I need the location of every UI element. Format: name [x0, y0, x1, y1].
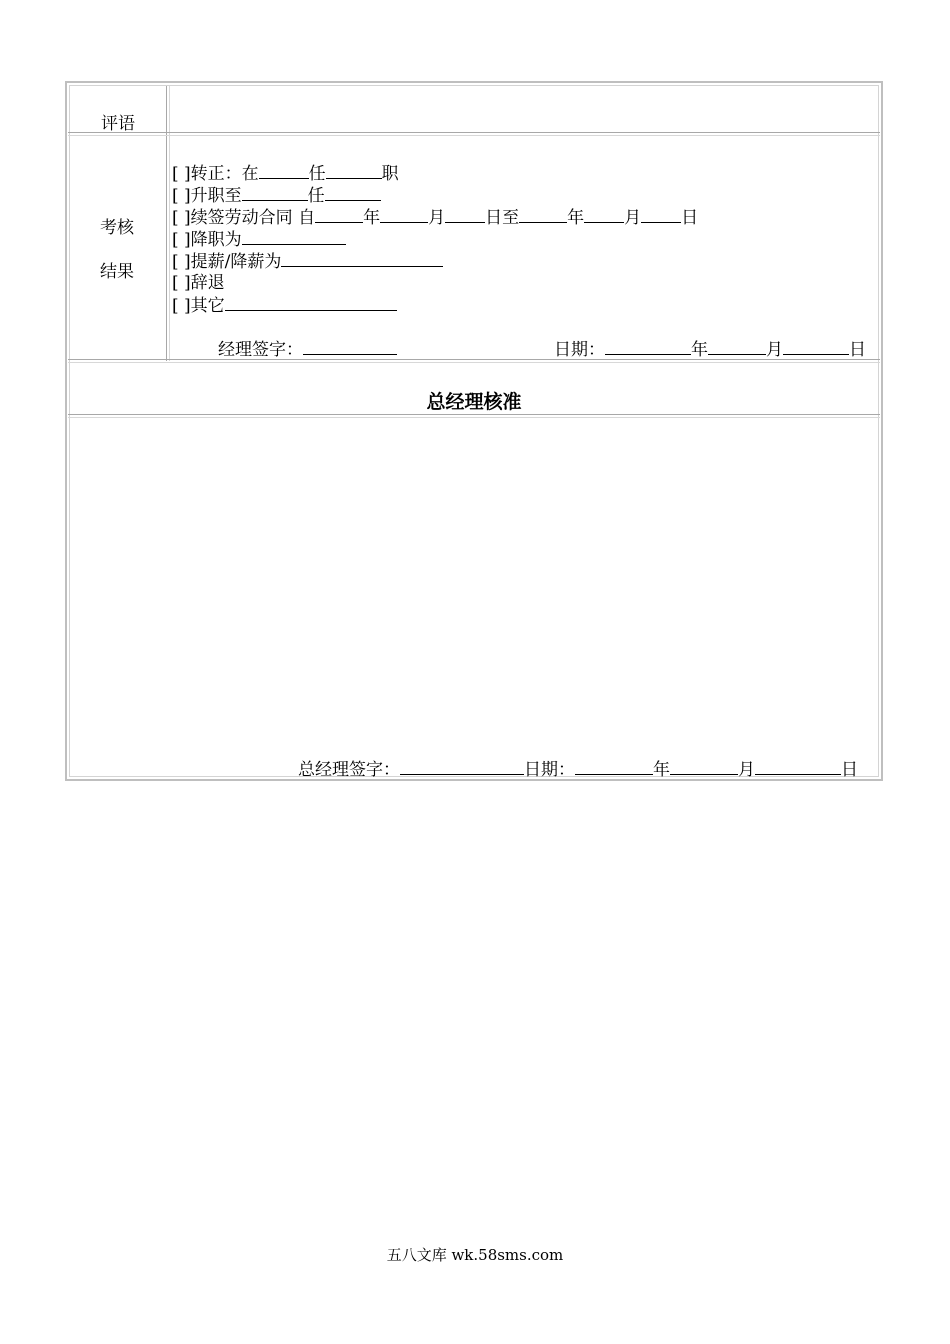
manager-month: 月: [766, 340, 783, 360]
checkbox-bracket[interactable]: [ ]: [172, 186, 191, 206]
blank-field[interactable]: [575, 759, 653, 775]
option-dismiss-text: 辞退: [190, 273, 225, 293]
label-column-divider: [166, 86, 170, 361]
blank-field[interactable]: [242, 185, 308, 201]
option-other-text: 其它: [190, 296, 225, 316]
gm-year: 年: [653, 760, 670, 780]
renew-year2: 年: [567, 208, 585, 228]
checkbox-bracket[interactable]: [ ]: [172, 273, 191, 293]
gm-date-label: 日期：: [524, 760, 575, 780]
checkbox-bracket[interactable]: [ ]: [172, 296, 191, 316]
blank-field[interactable]: [605, 339, 691, 355]
gm-signature-row: [298, 759, 858, 780]
blank-field[interactable]: [315, 207, 363, 223]
comment-area[interactable]: [172, 88, 878, 130]
option-salary[interactable]: [172, 251, 443, 274]
manager-day: 日: [849, 340, 866, 360]
blank-field[interactable]: [445, 207, 485, 223]
blank-field[interactable]: [641, 207, 681, 223]
blank-field[interactable]: [325, 185, 381, 201]
gm-approval-area[interactable]: [70, 420, 878, 750]
blank-field[interactable]: [326, 163, 382, 179]
option-promote[interactable]: [172, 185, 381, 208]
option-probation[interactable]: [172, 163, 399, 186]
blank-field[interactable]: [670, 759, 738, 775]
option-demote[interactable]: [172, 229, 346, 252]
row-divider-gm-title: [68, 414, 880, 418]
renew-month1: 月: [428, 208, 446, 228]
result-label-line2: 结果: [100, 262, 134, 282]
blank-field[interactable]: [783, 339, 849, 355]
checkbox-bracket[interactable]: [ ]: [172, 252, 191, 272]
blank-field[interactable]: [380, 207, 428, 223]
option-promote-text: 升职至: [190, 186, 242, 206]
renew-day2: 日: [681, 208, 699, 228]
option-dismiss[interactable]: [172, 273, 225, 295]
page-footer: 五八文库 wk.58sms.com: [386, 1246, 564, 1264]
gm-sign-field[interactable]: [400, 759, 524, 775]
option-probation-text: 转正：在: [190, 164, 259, 184]
blank-field[interactable]: [755, 759, 841, 775]
checkbox-bracket[interactable]: [ ]: [172, 164, 191, 184]
manager-signature-row: [218, 339, 397, 360]
row-divider-comment: [68, 132, 880, 136]
renew-year1: 年: [363, 208, 381, 228]
blank-field[interactable]: [519, 207, 567, 223]
blank-field[interactable]: [584, 207, 624, 223]
manager-sign-label: 经理签字：: [218, 340, 303, 360]
renew-month2: 月: [624, 208, 642, 228]
option-renew-contract[interactable]: [172, 207, 698, 230]
blank-field[interactable]: [259, 163, 309, 179]
gm-month: 月: [738, 760, 755, 780]
checkbox-bracket[interactable]: [ ]: [172, 230, 191, 250]
blank-field[interactable]: [225, 295, 397, 311]
option-renew-text: 续签劳动合同 自: [190, 208, 316, 228]
option-probation-text3: 职: [381, 164, 399, 184]
manager-sign-field[interactable]: [303, 339, 397, 355]
comment-label: 评语: [101, 114, 135, 134]
manager-date-label: 日期：: [554, 340, 605, 360]
gm-day: 日: [841, 760, 858, 780]
manager-year: 年: [691, 340, 708, 360]
checkbox-bracket[interactable]: [ ]: [172, 208, 191, 228]
gm-sign-label: 总经理签字：: [298, 760, 400, 780]
result-label-line1: 考核: [100, 218, 134, 238]
option-probation-text2: 任: [308, 164, 326, 184]
option-demote-text: 降职为: [190, 230, 242, 250]
renew-day1: 日至: [485, 208, 520, 228]
blank-field[interactable]: [281, 251, 443, 267]
manager-date-row: [554, 339, 866, 360]
option-salary-text: 提薪/降薪为: [190, 252, 282, 272]
blank-field[interactable]: [708, 339, 766, 355]
gm-section-title: 总经理核准: [426, 391, 522, 413]
option-promote-text2: 任: [307, 186, 325, 206]
blank-field[interactable]: [242, 229, 346, 245]
option-other[interactable]: [172, 295, 397, 318]
